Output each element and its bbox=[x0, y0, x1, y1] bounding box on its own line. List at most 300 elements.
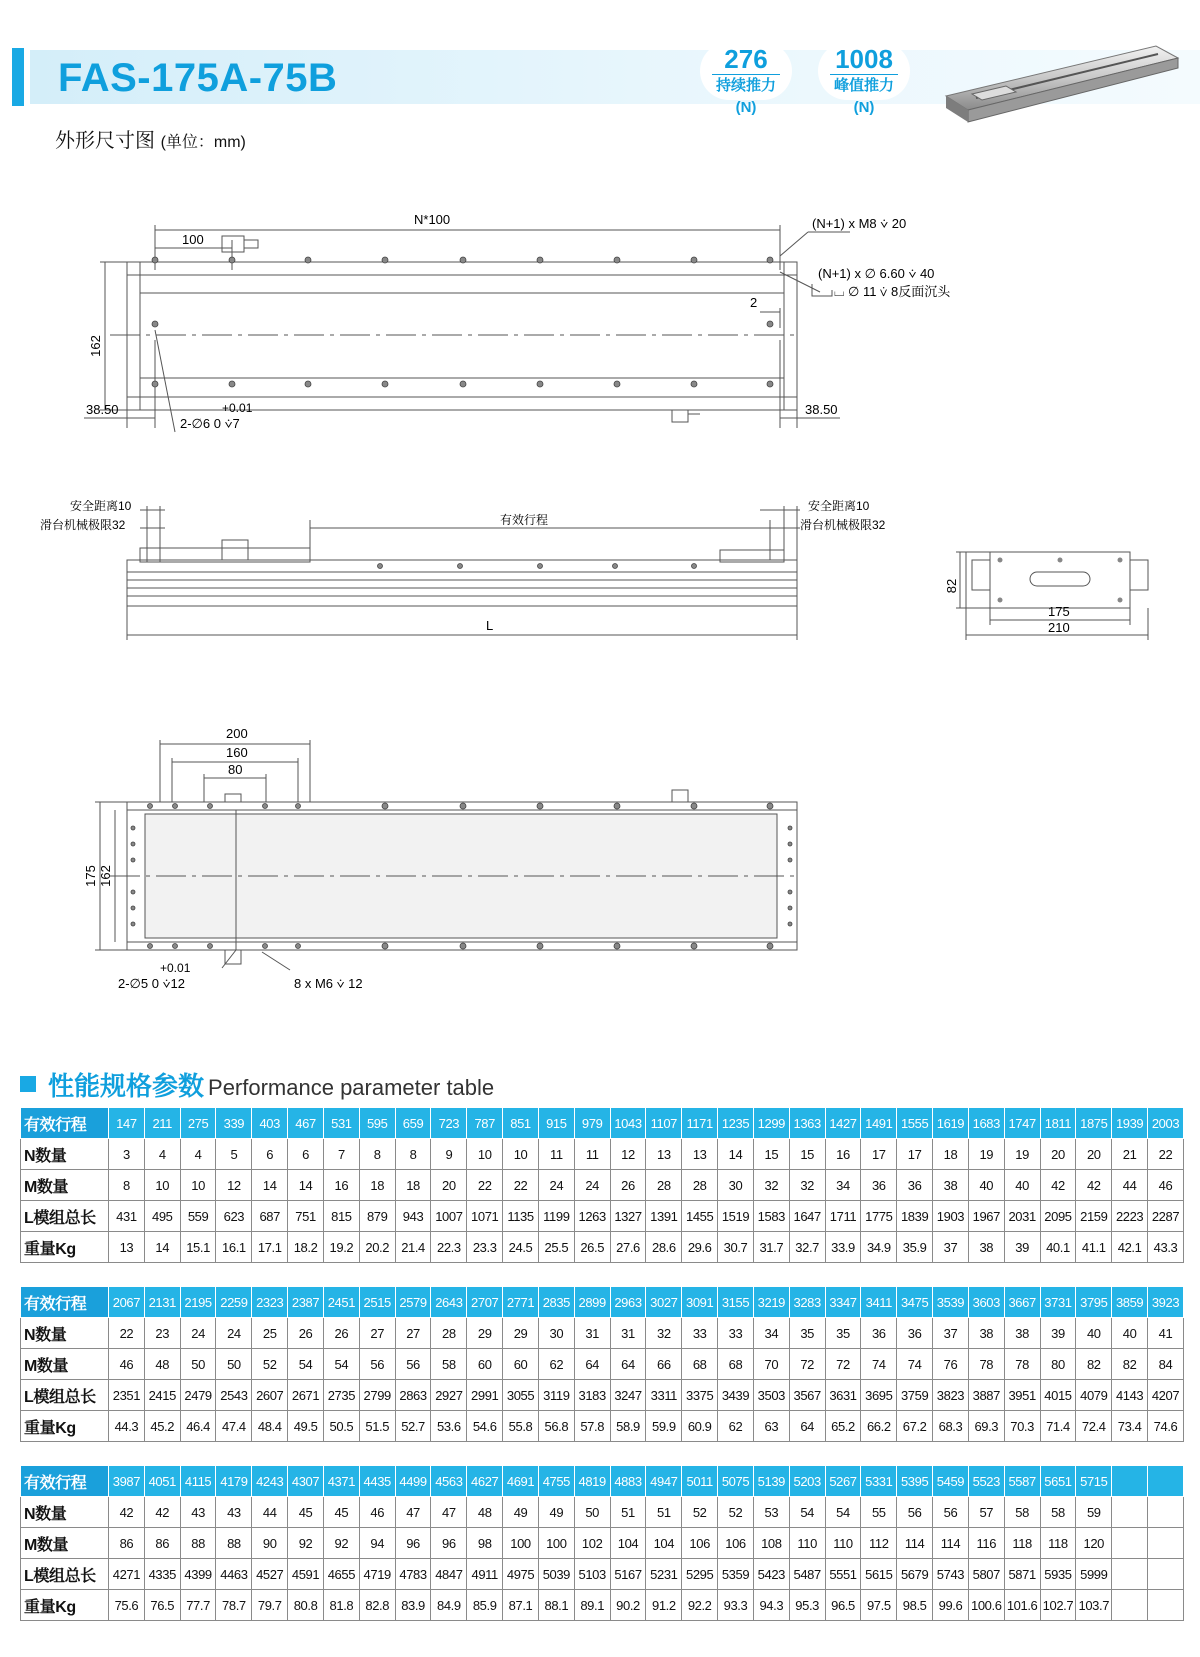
table-cell: 24.5 bbox=[503, 1232, 539, 1263]
total-length-label: L bbox=[486, 618, 494, 633]
dim-175: 175 bbox=[83, 865, 98, 887]
table-cell: 1235 bbox=[718, 1108, 754, 1139]
row-label: L模组总长 bbox=[21, 1380, 109, 1411]
table-cell: 3347 bbox=[825, 1287, 861, 1318]
dim-200: 200 bbox=[226, 726, 248, 741]
table-cell: 42.1 bbox=[1112, 1232, 1148, 1263]
table-cell: 16 bbox=[825, 1139, 861, 1170]
row-label: L模组总长 bbox=[21, 1201, 109, 1232]
table-cell: 32.7 bbox=[789, 1232, 825, 1263]
table-cell: 1171 bbox=[682, 1108, 718, 1139]
table-cell: 104 bbox=[646, 1528, 682, 1559]
table-cell: 5807 bbox=[968, 1559, 1004, 1590]
table-cell: 5011 bbox=[682, 1466, 718, 1497]
table-cell: 92 bbox=[323, 1528, 359, 1559]
peak-force-badge bbox=[818, 42, 910, 116]
table-cell: 70.3 bbox=[1004, 1411, 1040, 1442]
table-cell: 44 bbox=[252, 1497, 288, 1528]
table-cell: 10 bbox=[144, 1170, 180, 1201]
weight-row bbox=[21, 1232, 1184, 1263]
table-cell: 42 bbox=[1076, 1170, 1112, 1201]
table-cell: 88 bbox=[216, 1528, 252, 1559]
pin-tolerance: +0.01 bbox=[222, 401, 253, 415]
table-cell: 2415 bbox=[144, 1380, 180, 1411]
table-cell: 28 bbox=[431, 1318, 467, 1349]
table-cell: 5715 bbox=[1076, 1466, 1112, 1497]
table-cell: 3667 bbox=[1004, 1287, 1040, 1318]
table-cell: 751 bbox=[288, 1201, 324, 1232]
table-cell: 4527 bbox=[252, 1559, 288, 1590]
table-cell: 40 bbox=[1076, 1318, 1112, 1349]
table-cell: 3695 bbox=[861, 1380, 897, 1411]
table-cell: 2351 bbox=[109, 1380, 145, 1411]
table-cell: 3603 bbox=[968, 1287, 1004, 1318]
table-cell: 64 bbox=[789, 1411, 825, 1442]
table-cell: 3567 bbox=[789, 1380, 825, 1411]
table-cell: 75.6 bbox=[109, 1590, 145, 1621]
table-cell: 2195 bbox=[180, 1287, 216, 1318]
table-cell: 559 bbox=[180, 1201, 216, 1232]
table-cell: 147 bbox=[109, 1108, 145, 1139]
bottom-view-drawing bbox=[0, 720, 1000, 990]
table-cell: 11 bbox=[538, 1139, 574, 1170]
table-cell: 5167 bbox=[610, 1559, 646, 1590]
table-cell: 51 bbox=[646, 1497, 682, 1528]
model-title: FAS-175A-75B bbox=[58, 56, 338, 100]
table-cell: 51 bbox=[610, 1497, 646, 1528]
table-cell: 27 bbox=[359, 1318, 395, 1349]
table-cell: 3823 bbox=[933, 1380, 969, 1411]
table-cell: 4 bbox=[180, 1139, 216, 1170]
table-cell: 96 bbox=[395, 1528, 431, 1559]
table-cell: 38 bbox=[968, 1318, 1004, 1349]
table-cell: 3055 bbox=[503, 1380, 539, 1411]
table-cell: 13 bbox=[682, 1139, 718, 1170]
table-cell: 2543 bbox=[216, 1380, 252, 1411]
table-cell: 36 bbox=[897, 1170, 933, 1201]
table-cell: 30 bbox=[718, 1170, 754, 1201]
table-cell: 5871 bbox=[1004, 1559, 1040, 1590]
table-cell: 33 bbox=[718, 1318, 754, 1349]
table-cell: 5487 bbox=[789, 1559, 825, 1590]
table-cell: 36 bbox=[897, 1318, 933, 1349]
table-cell: 5523 bbox=[968, 1466, 1004, 1497]
table-cell: 4563 bbox=[431, 1466, 467, 1497]
n-count-row bbox=[21, 1318, 1184, 1349]
table-cell: 32 bbox=[789, 1170, 825, 1201]
spec-table-2 bbox=[20, 1286, 1184, 1442]
table-cell: 59 bbox=[1076, 1497, 1112, 1528]
table-cell: 4655 bbox=[323, 1559, 359, 1590]
table-cell: 47 bbox=[431, 1497, 467, 1528]
table-cell: 13 bbox=[646, 1139, 682, 1170]
table-cell: 45 bbox=[323, 1497, 359, 1528]
table-cell: 8 bbox=[395, 1139, 431, 1170]
mech-limit-right: 滑台机械极限32 bbox=[800, 518, 886, 532]
table-cell: 4051 bbox=[144, 1466, 180, 1497]
table-cell: 2131 bbox=[144, 1287, 180, 1318]
table-cell: 595 bbox=[359, 1108, 395, 1139]
table-cell bbox=[1112, 1466, 1148, 1497]
table-cell: 979 bbox=[574, 1108, 610, 1139]
row-label: 重量Kg bbox=[21, 1590, 109, 1621]
table-cell: 3475 bbox=[897, 1287, 933, 1318]
table-cell: 3795 bbox=[1076, 1287, 1112, 1318]
table-cell: 1967 bbox=[968, 1201, 1004, 1232]
table-cell: 5395 bbox=[897, 1466, 933, 1497]
table-cell bbox=[1112, 1559, 1148, 1590]
table-cell: 2607 bbox=[252, 1380, 288, 1411]
table-cell: 83.9 bbox=[395, 1590, 431, 1621]
table-cell: 19 bbox=[968, 1139, 1004, 1170]
spec-table-1 bbox=[20, 1107, 1184, 1263]
table-cell: 33.9 bbox=[825, 1232, 861, 1263]
table-cell: 63 bbox=[753, 1411, 789, 1442]
table-cell: 67.2 bbox=[897, 1411, 933, 1442]
table-cell: 15.1 bbox=[180, 1232, 216, 1263]
table-cell: 3027 bbox=[646, 1287, 682, 1318]
table-cell: 30 bbox=[538, 1318, 574, 1349]
table-cell: 1427 bbox=[825, 1108, 861, 1139]
table-cell: 22.3 bbox=[431, 1232, 467, 1263]
table-cell: 80.8 bbox=[288, 1590, 324, 1621]
table-cell: 17.1 bbox=[252, 1232, 288, 1263]
table-cell: 49 bbox=[503, 1497, 539, 1528]
table-cell: 1391 bbox=[646, 1201, 682, 1232]
table-cell: 99.6 bbox=[933, 1590, 969, 1621]
table-cell: 2223 bbox=[1112, 1201, 1148, 1232]
table-cell: 1007 bbox=[431, 1201, 467, 1232]
table-cell: 35 bbox=[789, 1318, 825, 1349]
table-cell: 431 bbox=[109, 1201, 145, 1232]
table-cell: 4691 bbox=[503, 1466, 539, 1497]
table-cell: 2323 bbox=[252, 1287, 288, 1318]
table-cell: 14 bbox=[252, 1170, 288, 1201]
table-cell: 5615 bbox=[861, 1559, 897, 1590]
table-cell: 687 bbox=[252, 1201, 288, 1232]
table-cell: 40 bbox=[968, 1170, 1004, 1201]
table-cell: 787 bbox=[467, 1108, 503, 1139]
table-cell: 22 bbox=[1148, 1139, 1184, 1170]
table-cell: 98.5 bbox=[897, 1590, 933, 1621]
table-cell: 12 bbox=[216, 1170, 252, 1201]
table-cell: 5423 bbox=[753, 1559, 789, 1590]
table-cell: 54 bbox=[288, 1349, 324, 1380]
table-cell: 27 bbox=[395, 1318, 431, 1349]
dim-n100: N*100 bbox=[414, 212, 451, 227]
table-cell: 16 bbox=[323, 1170, 359, 1201]
table-cell: 3 bbox=[109, 1139, 145, 1170]
table-cell: 915 bbox=[538, 1108, 574, 1139]
table-cell: 5103 bbox=[574, 1559, 610, 1590]
table-cell: 68.3 bbox=[933, 1411, 969, 1442]
table-cell: 3311 bbox=[646, 1380, 682, 1411]
table-cell: 56 bbox=[359, 1349, 395, 1380]
table-cell: 275 bbox=[180, 1108, 216, 1139]
row-label: 重量Kg bbox=[21, 1411, 109, 1442]
weight-row bbox=[21, 1590, 1184, 1621]
table-cell: 2003 bbox=[1148, 1108, 1184, 1139]
table-cell: 38 bbox=[1004, 1318, 1040, 1349]
table-cell: 10 bbox=[503, 1139, 539, 1170]
table-cell: 90 bbox=[252, 1528, 288, 1559]
table-cell: 851 bbox=[503, 1108, 539, 1139]
table-cell: 48 bbox=[144, 1349, 180, 1380]
table-cell: 17 bbox=[861, 1139, 897, 1170]
table-cell: 56 bbox=[933, 1497, 969, 1528]
table-cell: 10 bbox=[180, 1170, 216, 1201]
table-cell: 18 bbox=[359, 1170, 395, 1201]
table-cell: 5267 bbox=[825, 1466, 861, 1497]
table-cell: 26 bbox=[288, 1318, 324, 1349]
table-cell: 92.2 bbox=[682, 1590, 718, 1621]
n-count-row bbox=[21, 1497, 1184, 1528]
table-cell: 3859 bbox=[1112, 1287, 1148, 1318]
table-cell: 72 bbox=[825, 1349, 861, 1380]
table-cell: 112 bbox=[861, 1528, 897, 1559]
table-cell: 2095 bbox=[1040, 1201, 1076, 1232]
table-cell: 85.9 bbox=[467, 1590, 503, 1621]
table-cell: 1491 bbox=[861, 1108, 897, 1139]
table-cell: 2771 bbox=[503, 1287, 539, 1318]
table-cell: 118 bbox=[1004, 1528, 1040, 1559]
table-cell: 2835 bbox=[538, 1287, 574, 1318]
table-cell bbox=[1148, 1559, 1184, 1590]
table-cell: 87.1 bbox=[503, 1590, 539, 1621]
table-cell: 879 bbox=[359, 1201, 395, 1232]
table-cell: 4591 bbox=[288, 1559, 324, 1590]
table-cell: 102.7 bbox=[1040, 1590, 1076, 1621]
table-cell: 38 bbox=[968, 1232, 1004, 1263]
callout-counterbore: ⌴ ∅ 11 ⩒ 8反面沉头 bbox=[834, 284, 951, 299]
table-cell: 98 bbox=[467, 1528, 503, 1559]
table-cell: 50 bbox=[574, 1497, 610, 1528]
table-cell: 25.5 bbox=[538, 1232, 574, 1263]
table-cell: 1107 bbox=[646, 1108, 682, 1139]
table-cell: 47 bbox=[395, 1497, 431, 1528]
table-cell: 14 bbox=[718, 1139, 754, 1170]
table-cell: 59.9 bbox=[646, 1411, 682, 1442]
table-cell: 10 bbox=[467, 1139, 503, 1170]
table-cell: 31.7 bbox=[753, 1232, 789, 1263]
row-label: L模组总长 bbox=[21, 1559, 109, 1590]
table-cell bbox=[1148, 1466, 1184, 1497]
table-cell: 97.5 bbox=[861, 1590, 897, 1621]
table-cell: 68 bbox=[718, 1349, 754, 1380]
table-cell: 102 bbox=[574, 1528, 610, 1559]
table-cell: 2707 bbox=[467, 1287, 503, 1318]
table-cell: 1775 bbox=[861, 1201, 897, 1232]
top-view-drawing bbox=[0, 200, 1000, 460]
table-cell: 1043 bbox=[610, 1108, 646, 1139]
table-cell: 35 bbox=[825, 1318, 861, 1349]
table-cell: 1455 bbox=[682, 1201, 718, 1232]
table-cell: 531 bbox=[323, 1108, 359, 1139]
table-cell: 43 bbox=[216, 1497, 252, 1528]
table-cell: 32 bbox=[646, 1318, 682, 1349]
row-label: M数量 bbox=[21, 1528, 109, 1559]
table-cell: 1939 bbox=[1112, 1108, 1148, 1139]
table-cell: 5587 bbox=[1004, 1466, 1040, 1497]
table-cell: 815 bbox=[323, 1201, 359, 1232]
table-cell: 31 bbox=[574, 1318, 610, 1349]
pin-tolerance-bottom: +0.01 bbox=[160, 961, 191, 975]
table-cell: 2863 bbox=[395, 1380, 431, 1411]
table-cell: 24 bbox=[538, 1170, 574, 1201]
row-label: 有效行程 bbox=[21, 1466, 109, 1497]
table-cell: 5231 bbox=[646, 1559, 682, 1590]
table-cell: 2927 bbox=[431, 1380, 467, 1411]
table-cell: 2031 bbox=[1004, 1201, 1040, 1232]
table-cell: 73.4 bbox=[1112, 1411, 1148, 1442]
table-cell: 39 bbox=[1004, 1232, 1040, 1263]
table-cell: 106 bbox=[718, 1528, 754, 1559]
table-cell: 20 bbox=[1040, 1139, 1076, 1170]
table-cell bbox=[1148, 1590, 1184, 1621]
table-cell: 101.6 bbox=[1004, 1590, 1040, 1621]
row-label: 重量Kg bbox=[21, 1232, 109, 1263]
table-cell: 4911 bbox=[467, 1559, 503, 1590]
dim-38-50-right: 38.50 bbox=[805, 402, 838, 417]
table-cell: 65.2 bbox=[825, 1411, 861, 1442]
table-cell: 50 bbox=[180, 1349, 216, 1380]
table-cell: 26 bbox=[610, 1170, 646, 1201]
table-cell: 11 bbox=[574, 1139, 610, 1170]
pin-hole-callout: 2-∅6 0 ⩒7 bbox=[180, 416, 240, 431]
table-cell bbox=[1148, 1528, 1184, 1559]
table-cell: 28 bbox=[646, 1170, 682, 1201]
row-label: 有效行程 bbox=[21, 1287, 109, 1318]
table-cell: 3411 bbox=[861, 1287, 897, 1318]
table-cell: 5359 bbox=[718, 1559, 754, 1590]
stroke-row bbox=[21, 1466, 1184, 1497]
spec-table-3 bbox=[20, 1465, 1184, 1621]
callout-m8-thread: (N+1) x M8 ⩒ 20 bbox=[812, 216, 907, 231]
table-cell: 4207 bbox=[1148, 1380, 1184, 1411]
table-cell: 2067 bbox=[109, 1287, 145, 1318]
table-cell: 623 bbox=[216, 1201, 252, 1232]
table-cell: 78 bbox=[968, 1349, 1004, 1380]
table-cell: 100 bbox=[538, 1528, 574, 1559]
table-cell: 95.3 bbox=[789, 1590, 825, 1621]
table-cell: 1875 bbox=[1076, 1108, 1112, 1139]
table-cell: 2387 bbox=[288, 1287, 324, 1318]
table-cell: 62 bbox=[718, 1411, 754, 1442]
table-cell: 50.5 bbox=[323, 1411, 359, 1442]
table-cell: 4819 bbox=[574, 1466, 610, 1497]
table-cell: 3759 bbox=[897, 1380, 933, 1411]
table-cell: 58 bbox=[431, 1349, 467, 1380]
table-cell: 4179 bbox=[216, 1466, 252, 1497]
table-cell: 15 bbox=[753, 1139, 789, 1170]
table-cell: 86 bbox=[109, 1528, 145, 1559]
table-cell: 49 bbox=[538, 1497, 574, 1528]
table-cell: 110 bbox=[789, 1528, 825, 1559]
table-cell: 90.2 bbox=[610, 1590, 646, 1621]
row-label: 有效行程 bbox=[21, 1108, 109, 1139]
table-cell bbox=[1112, 1590, 1148, 1621]
pin-hole-callout-bottom: 2-∅5 0 ⩒12 bbox=[118, 976, 185, 990]
table-cell: 47.4 bbox=[216, 1411, 252, 1442]
table-cell: 46 bbox=[359, 1497, 395, 1528]
dim-80: 80 bbox=[228, 762, 243, 777]
table-cell: 1519 bbox=[718, 1201, 754, 1232]
table-cell: 24 bbox=[574, 1170, 610, 1201]
table-cell: 58.9 bbox=[610, 1411, 646, 1442]
table-cell: 41.1 bbox=[1076, 1232, 1112, 1263]
table-cell: 495 bbox=[144, 1201, 180, 1232]
table-cell: 5039 bbox=[538, 1559, 574, 1590]
table-cell: 56 bbox=[897, 1497, 933, 1528]
table-cell: 37 bbox=[933, 1318, 969, 1349]
table-cell: 52 bbox=[682, 1497, 718, 1528]
table-cell: 22 bbox=[503, 1170, 539, 1201]
table-cell: 42 bbox=[109, 1497, 145, 1528]
table-cell: 18.2 bbox=[288, 1232, 324, 1263]
table-cell: 88.1 bbox=[538, 1590, 574, 1621]
table-cell: 52 bbox=[718, 1497, 754, 1528]
table-cell: 41 bbox=[1148, 1318, 1184, 1349]
table-cell: 31 bbox=[610, 1318, 646, 1349]
table-cell: 53 bbox=[753, 1497, 789, 1528]
table-cell: 84.9 bbox=[431, 1590, 467, 1621]
end-width-175: 175 bbox=[1048, 604, 1070, 619]
table-cell: 1199 bbox=[538, 1201, 574, 1232]
table-cell: 5075 bbox=[718, 1466, 754, 1497]
table-cell: 1299 bbox=[753, 1108, 789, 1139]
table-cell: 66 bbox=[646, 1349, 682, 1380]
dim-162-bottom: 162 bbox=[98, 865, 113, 887]
table-cell: 5743 bbox=[933, 1559, 969, 1590]
safe-distance-right: 安全距离10 bbox=[808, 500, 870, 513]
table-cell: 88 bbox=[180, 1528, 216, 1559]
section-accent-square bbox=[20, 1076, 36, 1092]
table-cell: 74.6 bbox=[1148, 1411, 1184, 1442]
table-cell: 58 bbox=[1004, 1497, 1040, 1528]
table-cell: 4079 bbox=[1076, 1380, 1112, 1411]
table-cell: 4243 bbox=[252, 1466, 288, 1497]
table-cell: 108 bbox=[753, 1528, 789, 1559]
table-cell: 52.7 bbox=[395, 1411, 431, 1442]
table-cell: 48.4 bbox=[252, 1411, 288, 1442]
table-cell: 44 bbox=[1112, 1170, 1148, 1201]
table-cell: 42 bbox=[144, 1497, 180, 1528]
table-cell: 4335 bbox=[144, 1559, 180, 1590]
table-cell: 4435 bbox=[359, 1466, 395, 1497]
table-cell: 19 bbox=[1004, 1139, 1040, 1170]
table-cell: 92 bbox=[288, 1528, 324, 1559]
table-cell: 68 bbox=[682, 1349, 718, 1380]
table-cell bbox=[1112, 1528, 1148, 1559]
table-cell: 1135 bbox=[503, 1201, 539, 1232]
table-cell: 80 bbox=[1040, 1349, 1076, 1380]
mech-limit-left: 滑台机械极限32 bbox=[40, 518, 126, 532]
table-cell: 76 bbox=[933, 1349, 969, 1380]
table-cell: 2735 bbox=[323, 1380, 359, 1411]
table-cell: 40.1 bbox=[1040, 1232, 1076, 1263]
table-cell: 53.6 bbox=[431, 1411, 467, 1442]
table-cell: 46 bbox=[109, 1349, 145, 1380]
effective-stroke-label: 有效行程 bbox=[500, 513, 549, 527]
table-cell: 26.5 bbox=[574, 1232, 610, 1263]
table-cell: 106 bbox=[682, 1528, 718, 1559]
table-cell: 37 bbox=[933, 1232, 969, 1263]
table-cell: 1647 bbox=[789, 1201, 825, 1232]
table-cell: 2991 bbox=[467, 1380, 503, 1411]
table-cell: 4847 bbox=[431, 1559, 467, 1590]
table-cell: 1839 bbox=[897, 1201, 933, 1232]
table-cell: 104 bbox=[610, 1528, 646, 1559]
